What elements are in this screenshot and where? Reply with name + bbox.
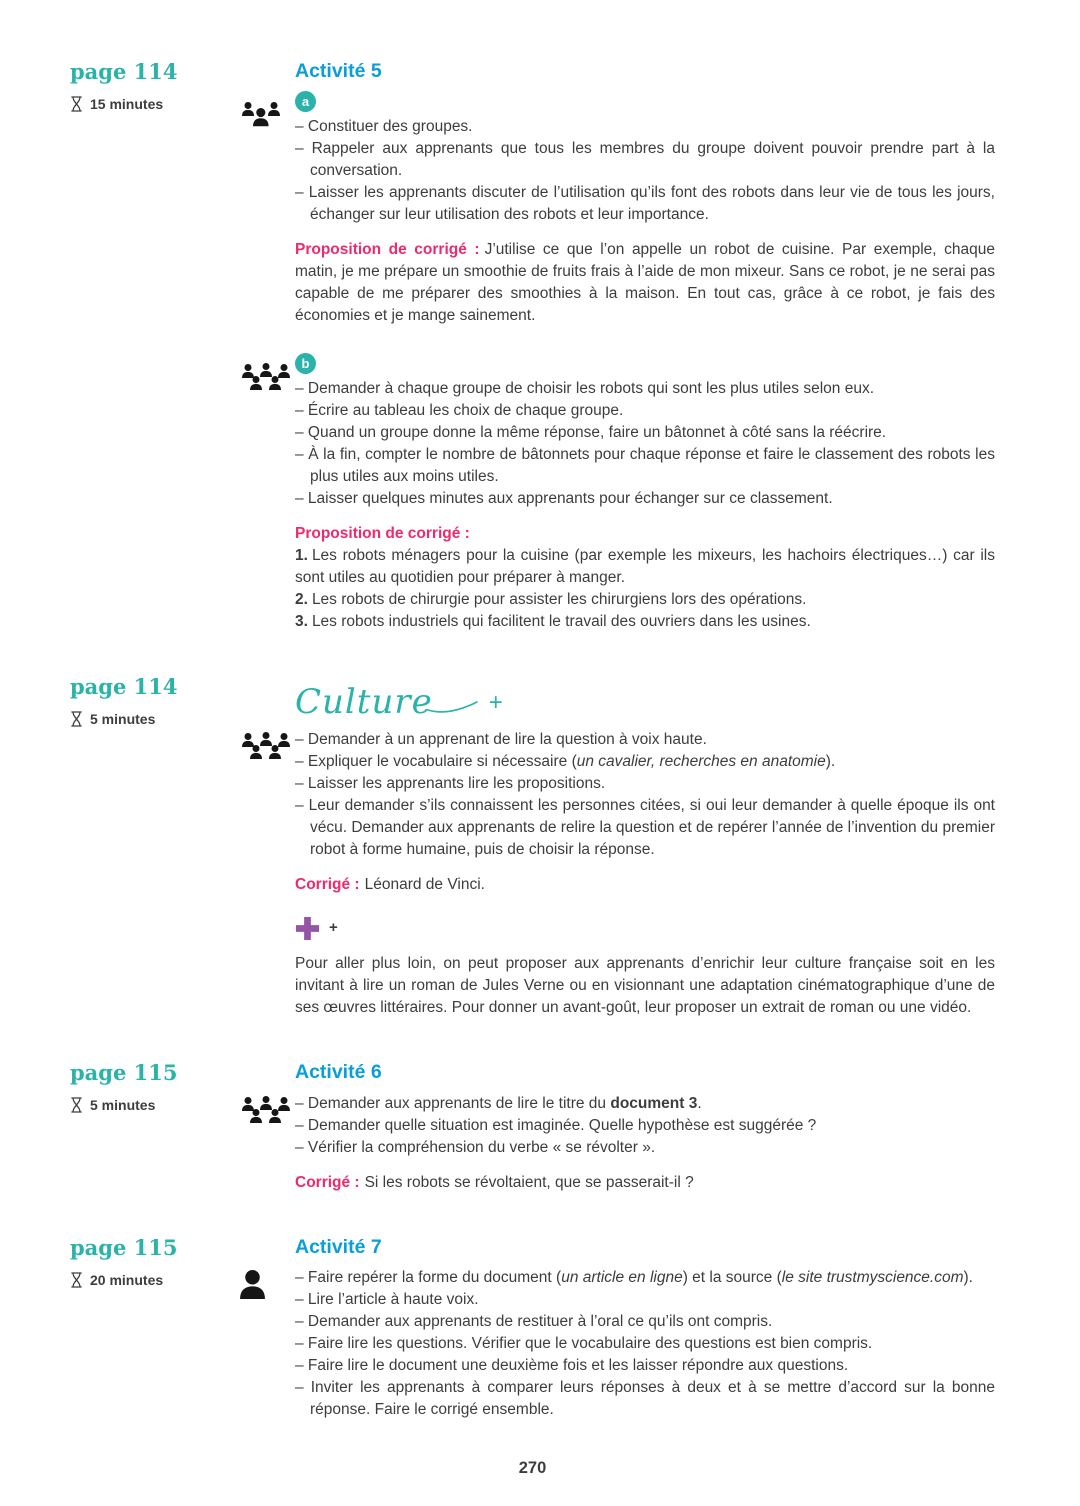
icon-gutter	[240, 1267, 295, 1421]
corrige-text: Léonard de Vinci.	[364, 876, 485, 894]
corrige-label: Proposition de corrigé :	[295, 241, 480, 259]
item-text: Les robots de chirurgie pour assister les chirurgiens lors des opérations.	[311, 591, 807, 609]
bullet-item: – Laisser les apprenants discuter de l’utilisation qu’ils font des robots dans leur vie de tous les jours, échanger sur leur utilisation des robots et leur importance.	[295, 184, 995, 224]
part-content	[295, 1267, 995, 1421]
sidebar	[70, 60, 240, 633]
bullet-item: – Vérifier la compréhension du verbe « se révolter ».	[295, 1138, 656, 1156]
corrige-line	[295, 874, 995, 896]
proposition-corrige	[295, 239, 995, 327]
sidebar	[70, 1236, 240, 1421]
extension-block	[295, 916, 995, 941]
text-segment: ) et la source (	[682, 1269, 782, 1287]
group-of-five-icon	[240, 363, 292, 397]
corrige-text: J’utilise ce que l’on appelle un robot de cuisine. Par exemple, chaque matin, je me prépare un smoothie de fruits frais à l’aide de mon mixeur. Sans ce robot, je ne serai pas capable de me préparer des smoothies à la maison. En tout cas, grâce à ce robot, je fais des économies et je mange sainement.	[295, 241, 995, 325]
plus-icon	[295, 916, 320, 941]
corrige-label: Corrigé :	[295, 876, 360, 894]
bullet-item	[295, 751, 995, 773]
culture-part	[240, 729, 995, 1019]
bullet-item: – Faire lire les questions. Vérifier que le vocabulaire des questions est bien compris.	[295, 1335, 873, 1353]
swash-flourish-icon	[427, 700, 479, 714]
item-number: 3.	[295, 613, 308, 631]
text-segment: ).	[963, 1269, 973, 1287]
text-segment-italic: le site trustmyscience.com	[781, 1269, 964, 1287]
text-segment: .	[697, 1094, 702, 1112]
bullet-item: – Inviter les apprenants à comparer leurs réponses à deux et à se mettre d’accord sur la bonne réponse. Faire le corrigé ensemble.	[295, 1379, 995, 1419]
section-activite-5	[70, 60, 995, 633]
page-reference: page 115	[70, 1060, 178, 1086]
text-segment-italic: un cavalier, recherches en anatomie	[576, 753, 826, 771]
duration	[70, 1096, 240, 1114]
bullet-item: – Demander aux apprenants de restituer à l’oral ce qu’ils ont compris.	[295, 1313, 773, 1331]
section-content	[240, 675, 995, 1019]
culture-heading	[295, 675, 995, 723]
hourglass-icon	[70, 1271, 83, 1289]
icon-gutter	[240, 91, 295, 327]
item-text: Les robots ménagers pour la cuisine (par exemple les mixeurs, les hachoirs électriques…) car ils sont utiles au quotidien pour préparer à manger.	[295, 547, 995, 587]
extension-paragraph: Pour aller plus loin, on peut proposer aux apprenants d’enrichir leur culture française soit en les invitant à lire un roman de Jules Verne ou en visionnant une adaptation cinématographique d’une de ses œuvres littéraires. Pour donner un avant-goût, leur proposer un extrait de roman ou une vidéo.	[295, 955, 995, 1017]
section-content	[240, 1236, 995, 1421]
duration	[70, 95, 240, 113]
numbered-item	[295, 545, 995, 589]
bullet-item	[295, 1093, 995, 1115]
bullet-item	[295, 1267, 995, 1289]
hourglass-icon	[70, 710, 83, 728]
bullet-item: – Faire lire le document une deuxième fois et les laisser répondre aux questions.	[295, 1357, 849, 1375]
single-person-icon	[240, 1270, 265, 1299]
text-segment: – Faire repérer la forme du document (	[295, 1269, 562, 1287]
proposition-corrige	[295, 523, 995, 545]
sidebar	[70, 675, 240, 1019]
activity-part-a	[240, 91, 995, 327]
bullet-item: – Rappeler aux apprenants que tous les membres du groupe doivent pouvoir prendre part à la conversation.	[295, 140, 995, 180]
culture-title-text: Culture	[295, 682, 433, 723]
duration-text: 5 minutes	[90, 711, 156, 728]
section-culture-plus	[70, 675, 995, 1019]
bullet-item: – Demander à un apprenant de lire la question à voix haute.	[295, 731, 707, 749]
duration	[70, 710, 240, 728]
page-reference: page 115	[70, 1234, 178, 1260]
text-segment: – Expliquer le vocabulaire si nécessaire (	[295, 753, 577, 771]
sidebar	[70, 1061, 240, 1193]
corrige-line	[295, 1172, 995, 1194]
bullet-item: – Écrire au tableau les choix de chaque groupe.	[295, 402, 624, 420]
icon-gutter	[240, 1093, 295, 1194]
bullet-item: – Quand un groupe donne la même réponse, faire un bâtonnet à côté sans la réécrire.	[295, 424, 887, 442]
page-number: 270	[518, 1459, 547, 1478]
part-content	[295, 91, 995, 327]
plus-small-sign: +	[329, 919, 338, 937]
item-number: 2.	[295, 591, 308, 609]
text-segment-italic: un article en ligne	[561, 1269, 683, 1287]
bullet-item: – Leur demander s’ils connaissent les personnes citées, si oui leur demander à quelle époque ils ont vécu. Demander aux apprenants de relire la question et de repérer l’année de l’invention du premier robot à forme humaine, puis de choisir la réponse.	[295, 797, 995, 859]
text-segment: – Demander aux apprenants de lire le titre du	[295, 1094, 611, 1112]
bullet-item: – Lire l’article à haute voix.	[295, 1291, 479, 1309]
icon-gutter	[240, 353, 295, 633]
bullet-item: – Demander quelle situation est imaginée. Quelle hypothèse est suggérée ?	[295, 1116, 817, 1134]
section-content	[240, 1061, 995, 1193]
section-activite-6	[70, 1061, 995, 1193]
item-number: 1.	[295, 547, 308, 565]
group-of-five-icon	[240, 1096, 292, 1130]
corrige-label: Proposition de corrigé :	[295, 525, 470, 543]
section-content	[240, 60, 995, 633]
text-segment: ).	[825, 753, 836, 771]
duration-text: 15 minutes	[90, 96, 164, 113]
activity-part-b	[240, 353, 995, 633]
step-badge-a: a	[295, 91, 316, 112]
bullet-item: – Constituer des groupes.	[295, 118, 473, 136]
group-of-five-icon	[240, 732, 292, 766]
icon-gutter	[240, 729, 295, 1019]
text-segment-bold: document 3	[610, 1094, 698, 1112]
culture-plus-sign: +	[488, 689, 503, 717]
page-reference: page 114	[70, 674, 178, 700]
step-badge-b: b	[295, 353, 316, 374]
bullet-item: – Demander à chaque groupe de choisir les robots qui sont les plus utiles selon eux.	[295, 380, 875, 398]
part-content	[295, 353, 995, 633]
activity-heading: Activité 5	[295, 60, 382, 82]
duration-text: 20 minutes	[90, 1271, 164, 1288]
part-content	[295, 729, 995, 1019]
corrige-label: Corrigé :	[295, 1173, 360, 1191]
bullet-item: – Laisser les apprenants lire les propositions.	[295, 775, 606, 793]
bullet-item: – Laisser quelques minutes aux apprenants pour échanger sur ce classement.	[295, 490, 833, 508]
section-activite-7	[70, 1236, 995, 1421]
bullet-item: – À la fin, compter le nombre de bâtonnets pour chaque réponse et faire le classement des robots les plus utiles aux moins utiles.	[295, 446, 995, 486]
activity-part	[240, 1267, 995, 1421]
activity-part	[240, 1093, 995, 1194]
hourglass-icon	[70, 95, 83, 113]
corrige-text: Si les robots se révoltaient, que se passerait-il ?	[364, 1173, 694, 1191]
group-of-three-icon	[240, 101, 282, 133]
hourglass-icon	[70, 1096, 83, 1114]
numbered-item	[295, 611, 995, 633]
activity-heading: Activité 7	[295, 1235, 382, 1258]
duration-text: 5 minutes	[90, 1097, 156, 1114]
numbered-item	[295, 589, 995, 611]
duration	[70, 1271, 240, 1289]
part-content	[295, 1093, 995, 1194]
activity-heading: Activité 6	[295, 1061, 382, 1084]
page-reference: page 114	[70, 59, 178, 84]
item-text: Les robots industriels qui facilitent le travail des ouvriers dans les usines.	[311, 613, 811, 631]
